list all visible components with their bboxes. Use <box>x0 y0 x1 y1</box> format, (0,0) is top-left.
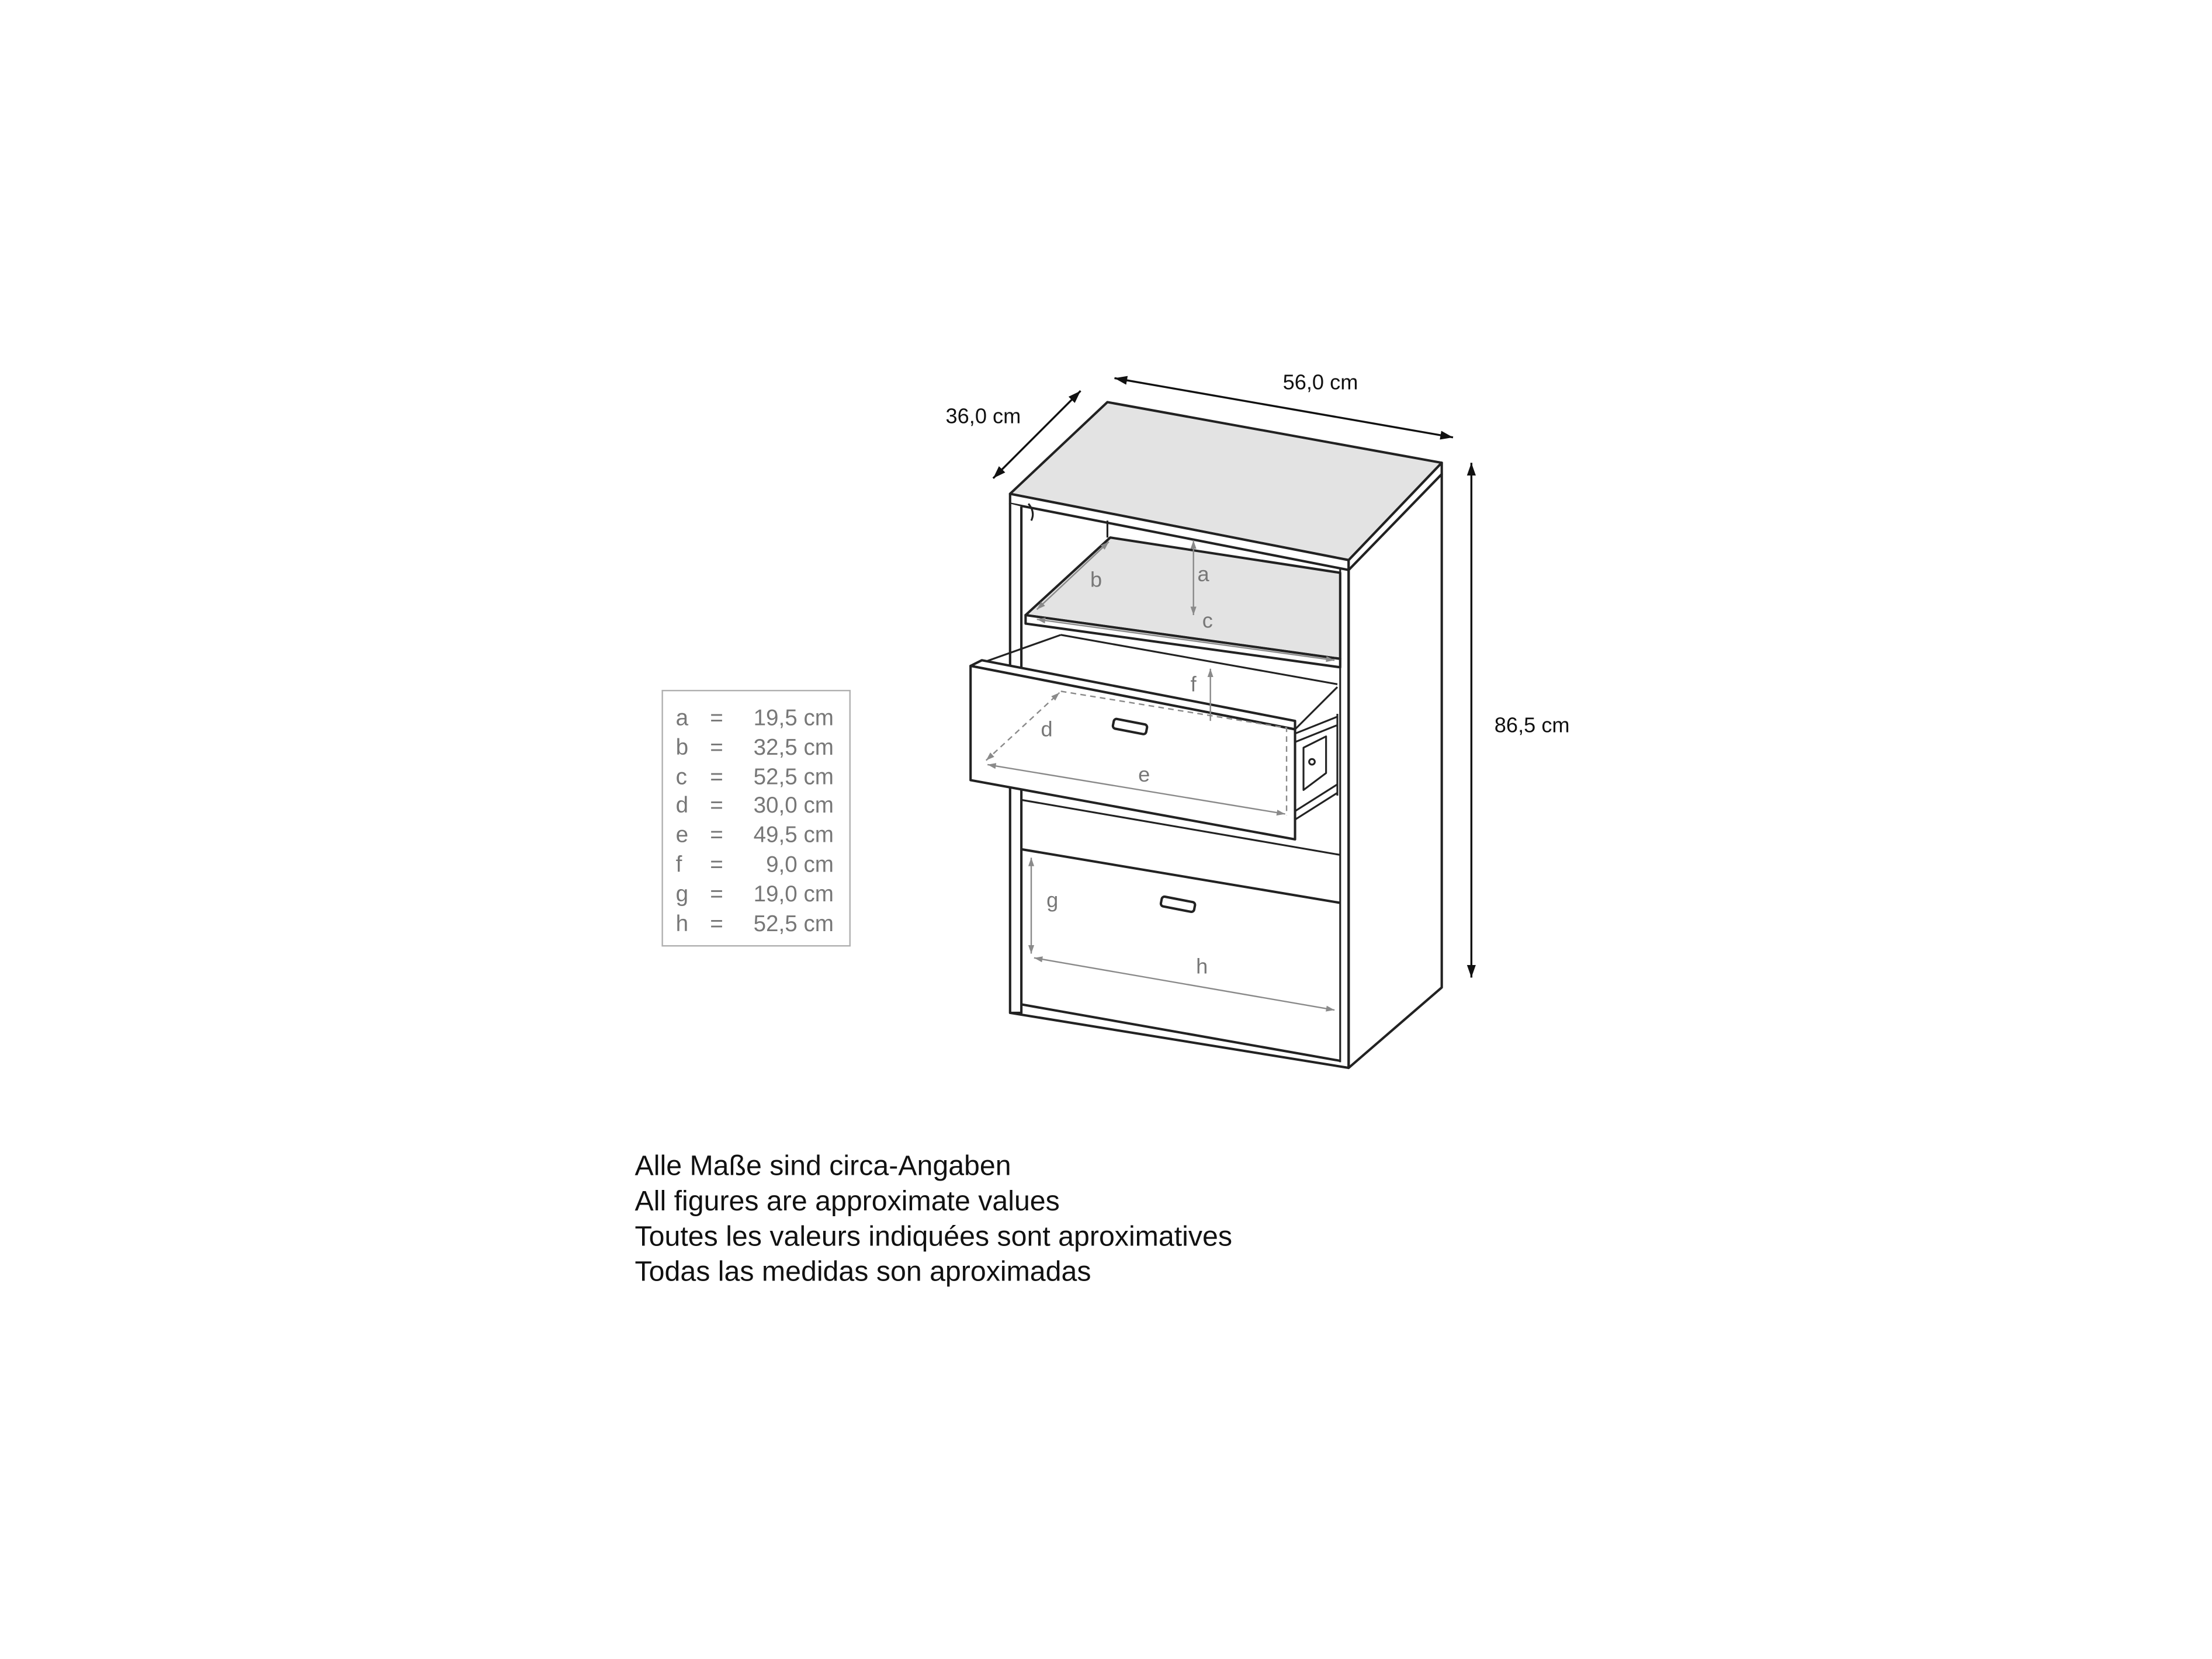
dimension-label-e: e <box>1138 762 1150 786</box>
dimension-label-a: a <box>1197 562 1209 586</box>
cabinet-bottom-edge <box>1010 1013 1348 1068</box>
height-label: 86,5 cm <box>1494 713 1570 737</box>
legend-key: f <box>675 852 682 877</box>
legend-row <box>676 911 834 936</box>
note-spanish: Todas las medidas son aproximadas <box>635 1255 1091 1287</box>
legend-value: 9,0 cm <box>766 852 834 877</box>
dimension-legend <box>663 690 850 946</box>
legend-row <box>676 881 834 907</box>
legend-value: 52,5 cm <box>753 764 834 790</box>
legend-equals: = <box>710 911 723 936</box>
drawer-right-side-top-edge <box>1295 687 1337 729</box>
runner-top-rail-inner <box>1295 725 1337 742</box>
legend-value: 19,0 cm <box>753 881 834 907</box>
legend-key: d <box>675 793 689 818</box>
drawer-handle-bottom <box>1160 896 1195 912</box>
runner-top-rail <box>1295 717 1337 734</box>
dimension-label-g: g <box>1046 887 1059 912</box>
dimension-line-h <box>1034 958 1334 1010</box>
legend-value: 49,5 cm <box>753 822 834 848</box>
legend-value: 30,0 cm <box>753 793 834 818</box>
legend-equals: = <box>710 705 723 731</box>
open-drawer <box>970 635 1340 855</box>
legend-row <box>676 735 834 760</box>
legend-key: b <box>675 735 689 761</box>
note-english: All figures are approximate values <box>635 1185 1060 1217</box>
legend-equals: = <box>710 852 723 877</box>
width-label: 56,0 cm <box>1282 370 1358 394</box>
note-german: Alle Maße sind circa-Angaben <box>635 1150 1011 1182</box>
approximation-notes <box>635 1150 1233 1287</box>
legend-row <box>676 852 834 877</box>
legend-key: h <box>675 911 689 936</box>
bottom-drawer <box>1010 849 1348 1068</box>
legend-equals: = <box>710 764 723 790</box>
legend-value: 52,5 cm <box>753 911 834 936</box>
runner-screw-icon <box>1309 759 1315 765</box>
bottom-drawer-top-edge <box>1021 849 1340 903</box>
legend-key: a <box>675 705 689 731</box>
dimension-label-b: b <box>1090 567 1102 592</box>
legend-equals: = <box>710 735 723 761</box>
cabinet-right-side-face <box>1348 474 1441 1068</box>
dimension-label-c: c <box>1202 608 1213 633</box>
legend-key: c <box>675 764 687 790</box>
legend-row <box>676 705 834 730</box>
dimension-label-f: f <box>1190 672 1197 696</box>
legend-row <box>676 793 834 818</box>
plinth-top-edge <box>1021 1004 1340 1061</box>
legend-key: e <box>675 822 689 848</box>
legend-value: 19,5 cm <box>753 705 834 731</box>
legend-value: 32,5 cm <box>753 735 834 761</box>
legend-key: g <box>675 881 689 907</box>
dimension-label-d: d <box>1041 717 1053 741</box>
legend-row <box>676 822 834 848</box>
drawer-runner <box>1295 714 1337 820</box>
note-french: Toutes les valeurs indiquées sont aproximatives <box>635 1220 1233 1252</box>
depth-label: 36,0 cm <box>945 404 1021 428</box>
legend-equals: = <box>710 793 723 818</box>
legend-equals: = <box>710 822 723 848</box>
legend-equals: = <box>710 881 723 907</box>
dimension-label-h: h <box>1196 954 1208 978</box>
legend-row <box>676 765 834 790</box>
